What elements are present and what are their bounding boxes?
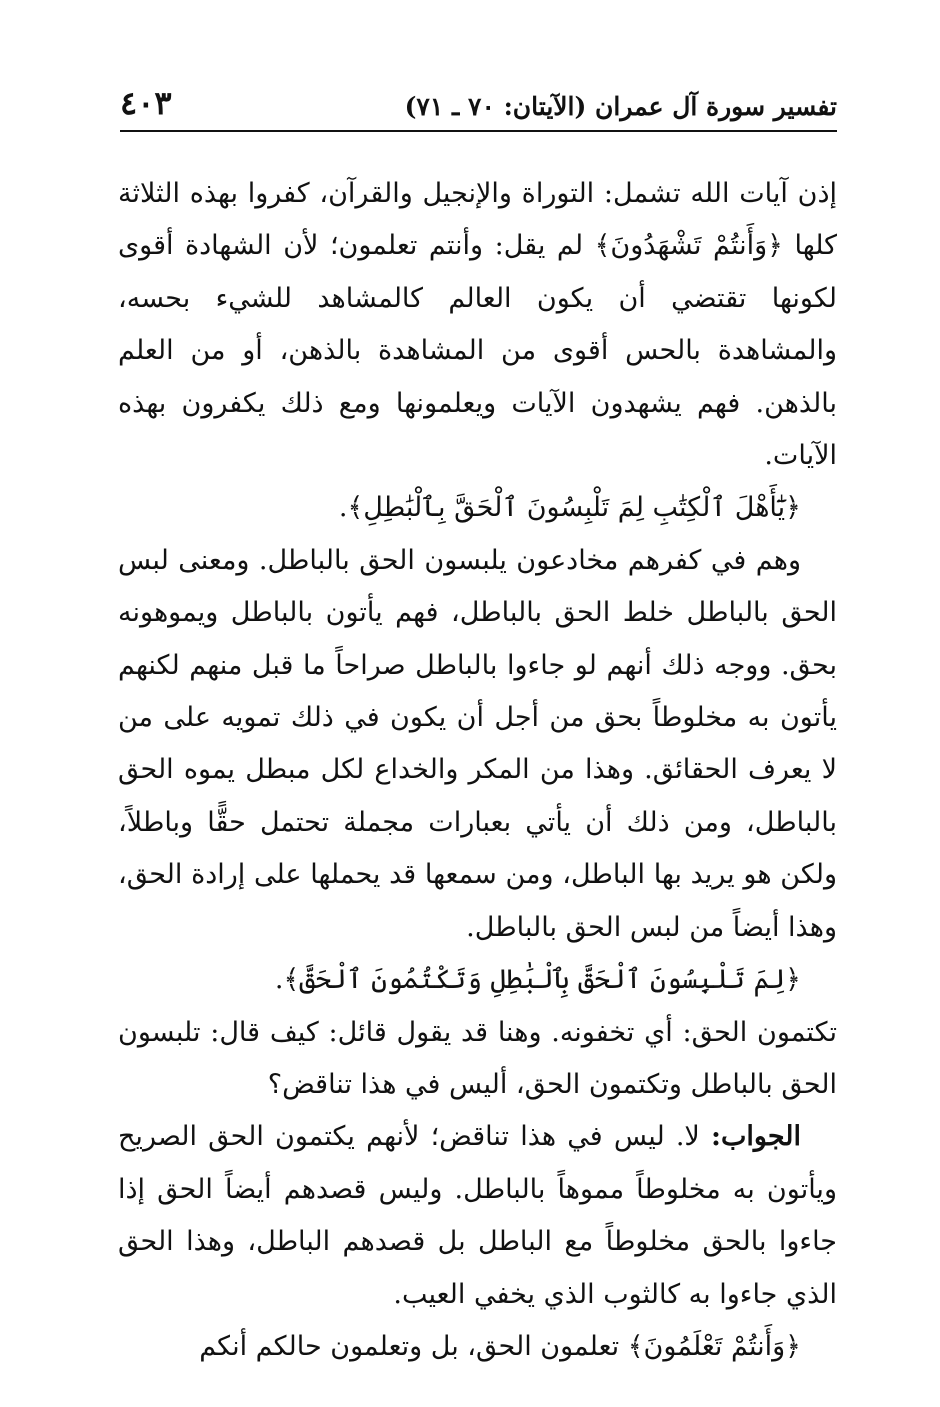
- body-text: [118, 168, 837, 1373]
- paragraph-answer: [118, 1111, 837, 1321]
- paragraph-question: تكتمون الحق: أي تخفونه. وهنا قد يقول قائل: كيف قال: تلبسون الحق بالباطل وتكتمون الحق، أليس في هذا تناقض؟: [118, 1016, 837, 1100]
- paragraph-closing: [118, 1321, 837, 1373]
- answer-label: الجواب:: [710, 1121, 801, 1153]
- verse-quote: ﴿لِمَ تَلْبِسُونَ ٱلْحَقَّ بِٱلْبَٰطِلِ وَتَكْتُمُونَ ٱلْحَقَّ﴾.: [274, 964, 801, 996]
- verse-quote: ﴿يَٰٓأَهْلَ ٱلْكِتَٰبِ لِمَ تَلْبِسُونَ ٱلْحَقَّ بِٱلْبَٰطِلِ﴾.: [338, 492, 801, 524]
- running-title: تفسير سورة آل عمران (الآيتان: ٧٠ ـ ٧١): [404, 92, 837, 121]
- verse-quote: ﴿وَأَنتُمْ تَعْلَمُونَ﴾: [627, 1330, 801, 1362]
- paragraph-mixing-truth: وهم في كفرهم مخادعون يلبسون الحق بالباطل. ومعنى لبس الحق بالباطل خلط الحق بالباطل، فهم يأتون بالباطل ويموهونه بحق. ووجه ذلك أنهم لو جاءوا بالباطل صراحاً ما قبل منهم لكنهم يأتون به مخلوطاً بحق من أجل أن يكون في ذلك تمويه على من لا يعرف الحقائق. وهذا من المكر والخداع لكل مبطل يموه الحق بالباطل، ومن ذلك أن يأتي بعبارات مجملة تحتمل حقًّا وباطلاً، ولكن هو يريد بها الباطل، ومن سمعها قد يحملها على إرادة الحق، وهذا أيضاً من لبس الحق بالباطل.: [118, 544, 837, 943]
- closing-text: تعلمون الحق، بل وتعلمون حالكم أنكم: [199, 1330, 620, 1362]
- page-header: [120, 84, 837, 132]
- answer-text: لا. ليس في هذا تناقض؛ لأنهم يكتمون الحق الصريح ويأتون به مخلوطاً مموهاً بالباطل. وليس قصدهم أيضاً الحق إذا جاءوا بالحق مخلوطاً مع الباطل بل قصدهم الباطل، وهذا الحق الذي جاءوا به كالثوب الذي يخفي العيب.: [118, 1121, 837, 1310]
- header-rule: [120, 130, 837, 132]
- paragraph-verse-explanation: إذن آيات الله تشمل: التوراة والإنجيل والقرآن، كفروا بهذه الثلاثة كلها ﴿وَأَنتُمْ تَشْهَدُونَ﴾ لم يقل: وأنتم تعلمون؛ لأن الشهادة أقوى لكونها تقتضي أن يكون العالم كالمشاهد للشيء بحسه، والمشاهدة بالحس أقوى من المشاهدة بالذهن، أو من العلم بالذهن. فهم يشهدون الآيات ويعلمونها ومع ذلك يكفرون بهذه الآيات.: [118, 178, 837, 472]
- page-number: ٤٠٣: [120, 84, 172, 122]
